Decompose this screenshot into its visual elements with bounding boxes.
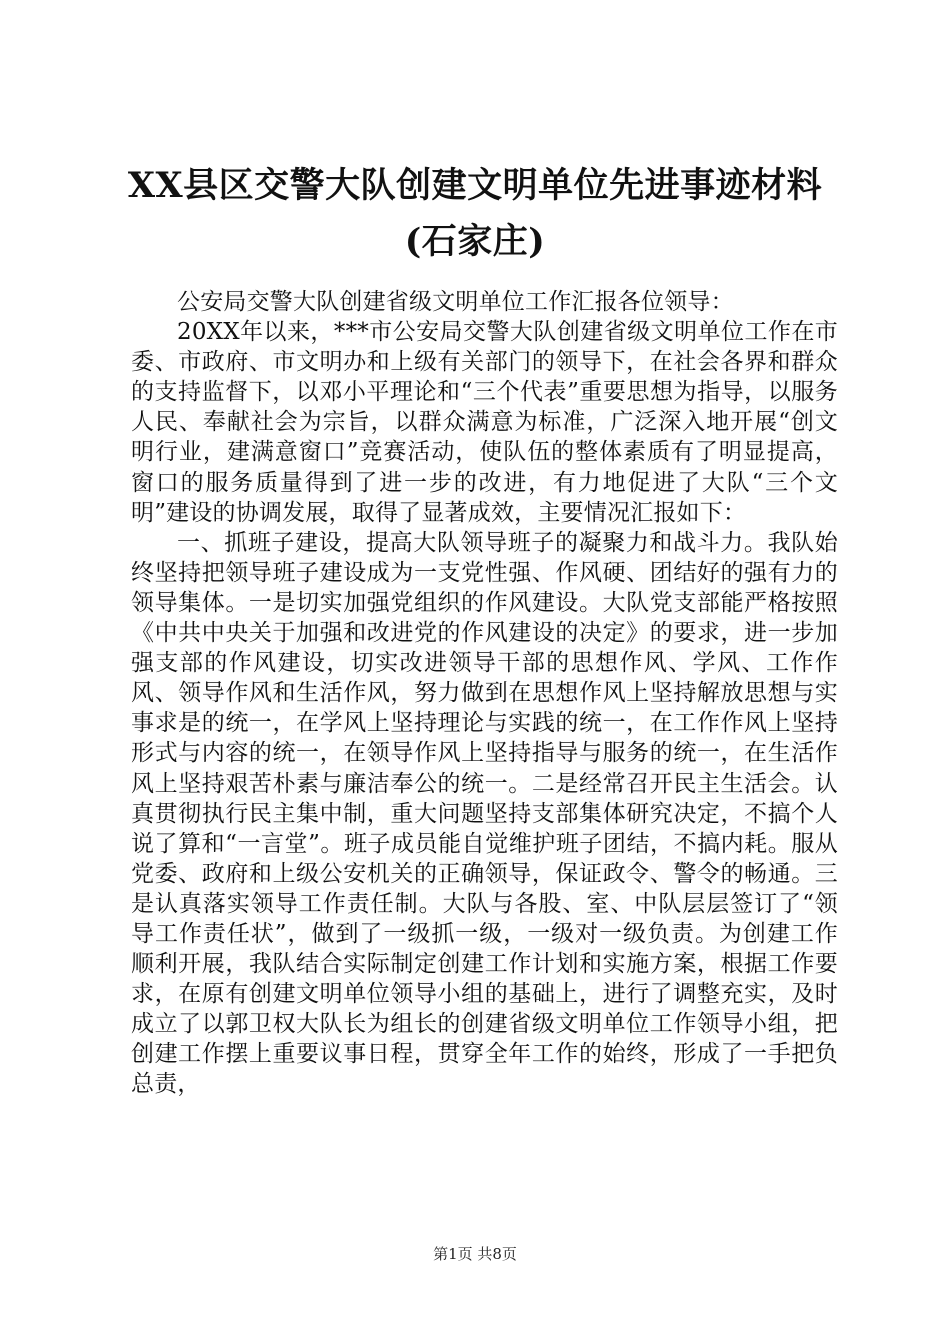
document-body	[131, 287, 838, 1100]
paragraph-intro: 20XX年以来，***市公安局交警大队创建省级文明单位工作在市委、市政府、市文明办和上级有关部门的领导下，在社会各界和群众的支持监督下，以邓小平理论和“三个代表”重要思想为指导，以服务人民、奉献社会为宗旨，以群众满意为标准，广泛深入地开展“创文明行业，建满意窗口”竞赛活动，使队伍的整体素质有了明显提高，窗口的服务质量得到了进一步的改进，有力地促进了大队“三个文明”建设的协调发展，取得了显著成效，主要情况汇报如下：	[131, 319, 838, 526]
page-footer: 第1页 共8页	[433, 1245, 517, 1263]
paragraph-greeting: 公安局交警大队创建省级文明单位工作汇报各位领导：	[177, 289, 734, 315]
title-line-1: XX县区交警大队创建文明单位先进事迹材料	[127, 165, 823, 206]
document-title	[0, 158, 950, 270]
title-line-2: (石家庄)	[404, 221, 546, 262]
paragraph-section-one: 一、抓班子建设，提高大队领导班子的凝聚力和战斗力。我队始终坚持把领导班子建设成为一支党性强、作风硬、团结好的强有力的领导集体。一是切实加强党组织的作风建设。大队党支部能严格按照《中共中央关于加强和改进党的作风建设的决定》的要求，进一步加强支部的作风建设，切实改进领导干部的思想作风、学风、工作作风、领导作风和生活作风，努力做到在思想作风上坚持解放思想与实事求是的统一，在学风上坚持理论与实践的统一，在工作作风上坚持形式与内容的统一，在领导作风上坚持指导与服务的统一，在生活作风上坚持艰苦朴素与廉洁奉公的统一。二是经常召开民主生活会。认真贯彻执行民主集中制，重大问题坚持支部集体研究决定，不搞个人说了算和“一言堂”。班子成员能自觉维护班子团结，不搞内耗。服从党委、政府和上级公安机关的正确领导，保证政令、警令的畅通。三是认真落实领导工作责任制。大队与各股、室、中队层层签订了“领导工作责任状”，做到了一级抓一级，一级对一级负责。为创建工作顺利开展，我队结合实际制定创建工作计划和实施方案，根据工作要求，在原有创建文明单位领导小组的基础上，进行了调整充实，及时成立了以郭卫权大队长为组长的创建省级文明单位工作领导小组，把创建工作摆上重要议事日程，贯穿全年工作的始终，形成了一手把负总责，	[131, 529, 838, 1098]
